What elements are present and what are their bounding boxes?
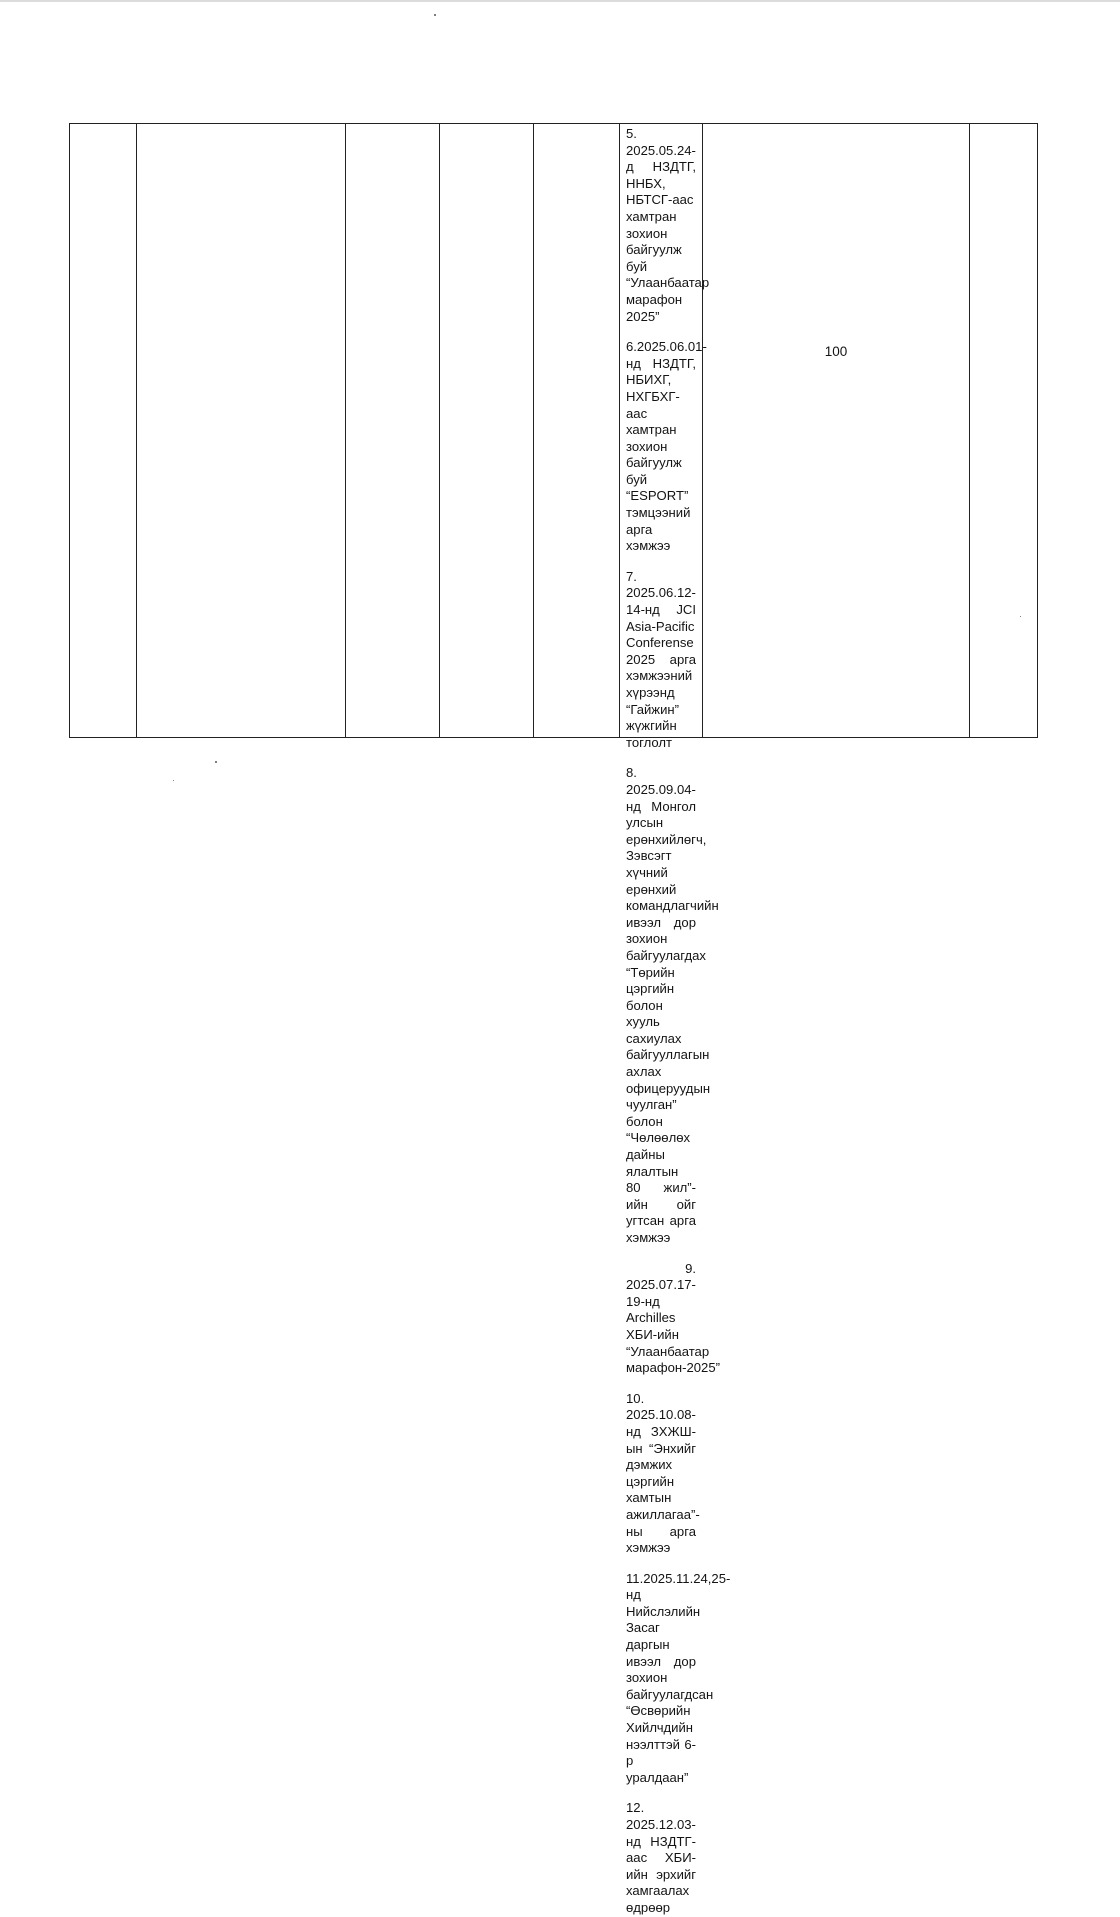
- event-item: 5. 2025.05.24-д НЗДТГ, ННБХ, НБТСГ-аас хамтран зохион байгуулж буй “Улаанбаатар марафон 2025”: [626, 126, 713, 324]
- table-cell-empty: [440, 124, 534, 738]
- event-item: 8. 2025.09.04-нд Монгол улсын ерөнхийлөгч, Зэвсэгт хүчний ерөнхий командлагчийн ивээл дор зохион байгуулагдах “Төрийн цэргийн болон хууль сахиулах байгууллагын ахлах офицеруудын чуулган” болон “Чөлөөлөх дайны ялалтын 80 жил”-ийн ойг угтсан арга хэмжээ: [626, 765, 723, 1245]
- event-item: 9. 2025.07.17-19-нд Archilles ХБИ-ийн “Улаанбаатар марафон-2025”: [626, 1260, 720, 1376]
- score-value: 100: [824, 344, 848, 359]
- table-cell-empty: [137, 124, 346, 738]
- event-item: 7. 2025.06.12-14-нд JCI Asia-Pacific Conferense 2025 арга хэмжээний хүрээнд “Гайжин” жүжгийн тоглолт: [626, 568, 700, 750]
- table-cell-empty: [70, 124, 137, 738]
- score-cell: [703, 124, 970, 738]
- events-list-cell: [620, 124, 731, 1915]
- scan-speck: [434, 14, 436, 16]
- event-item: 12. 2025.12.03-нд НЗДТГ-аас ХБИ-ийн эрхийг хамгаалах өдрөөр: [626, 1800, 704, 1915]
- event-item: 6.2025.06.01-нд НЗДТГ, НБИХГ, НХГБХГ-аас хамтран зохион байгуулж буй “ESPORT” тэмцээний арга хэмжээ: [626, 339, 707, 554]
- table-cell-empty: [534, 124, 620, 738]
- event-item: 11.2025.11.24,25-нд Нийслэлийн Засаг даргын ивээл дор зохион байгуулагдсан “Өсвөрийн Хийлчдийн нээлттэй 6-р уралдаан”: [626, 1570, 731, 1785]
- event-item: 10. 2025.10.08-нд ЗХЖШ-ын “Энхийг дэмжих цэргийн хамтын ажиллагаа”-ны арга хэмжээ: [626, 1390, 700, 1556]
- activities-table: [69, 123, 1038, 1915]
- table-cell-empty: [970, 124, 1038, 738]
- scan-speck: [173, 780, 174, 781]
- table-cell-empty: [346, 124, 440, 738]
- page-top-edge: [0, 0, 1120, 2]
- events-list: [626, 126, 731, 1915]
- scan-speck: [215, 761, 217, 763]
- table-row: [70, 124, 1038, 738]
